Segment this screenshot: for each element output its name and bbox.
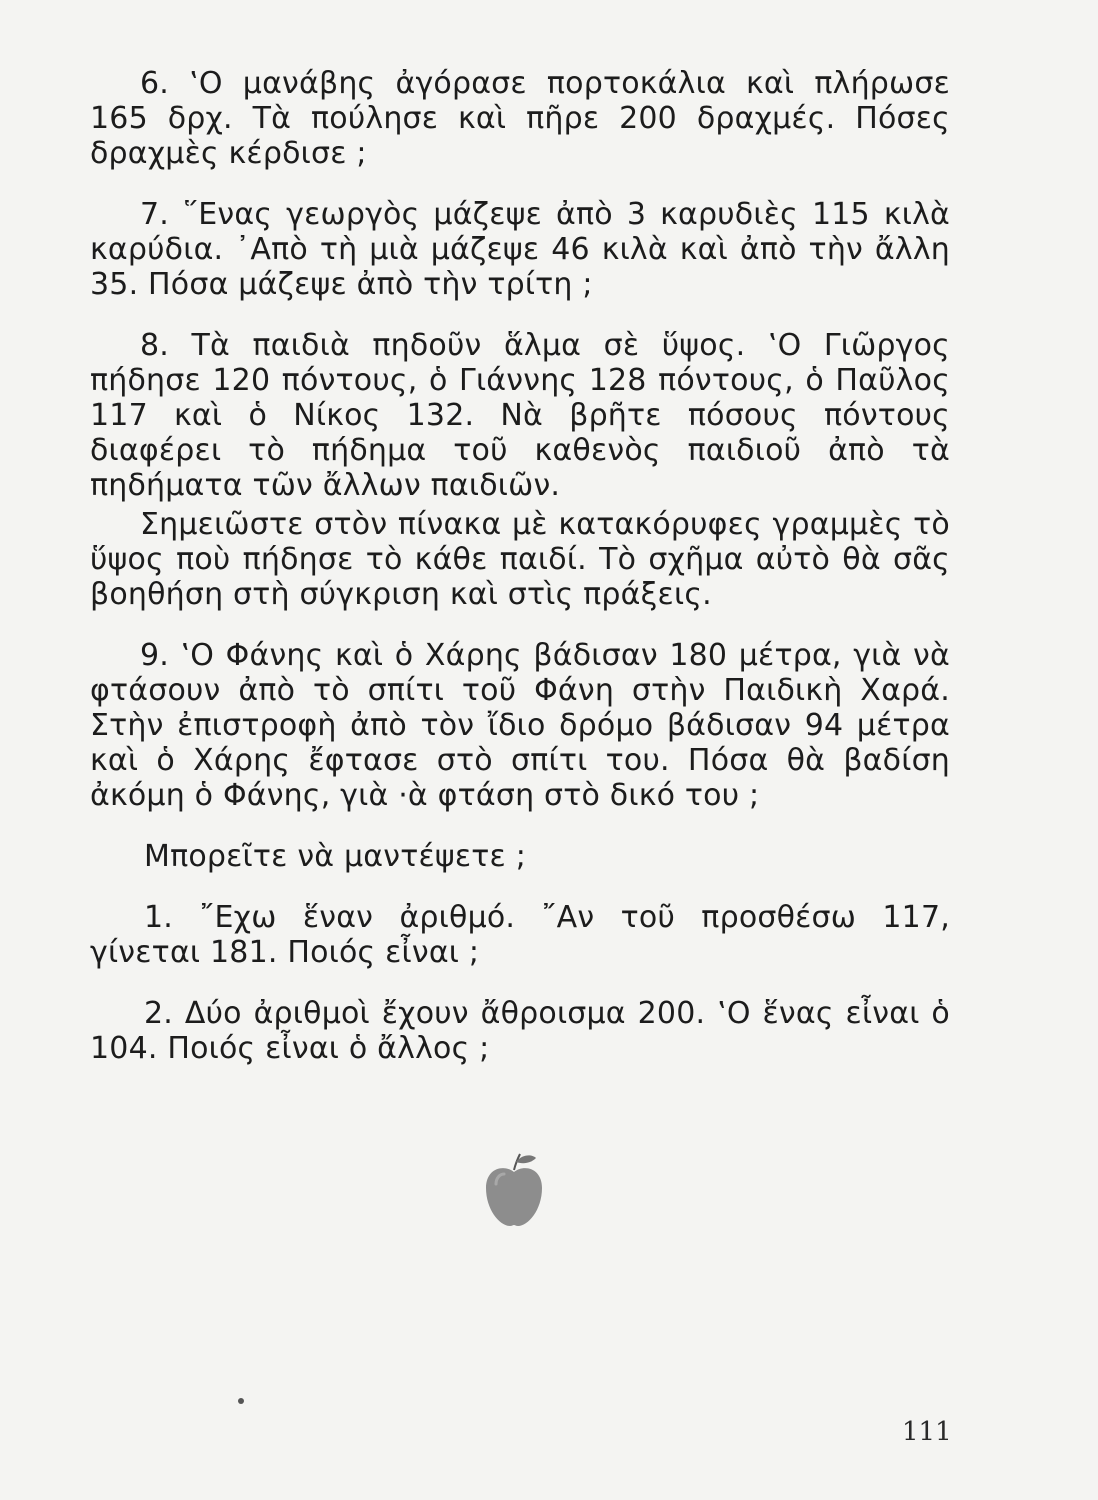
- guess-question-2: 2. Δύο ἀριθμοὶ ἔχουν ἄθροισμα 200. ‛Ο ἕνας εἶναι ὁ 104. Ποιός εἶναι ὁ ἄλλος ;: [90, 996, 950, 1066]
- problem-6: 6. ‛Ο μανάβης ἀγόρασε πορτοκάλια καὶ πλήρωσε 165 δρχ. Τὰ πούλησε καὶ πῆρε 200 δραχμές. Πόσες δραχμὲς κέρδισε ;: [90, 66, 950, 171]
- problem-9: 9. ‛Ο Φάνης καὶ ὁ Χάρης βάδισαν 180 μέτρα, γιὰ νὰ φτάσουν ἀπὸ τὸ σπίτι τοῦ Φάνη στὴν Παιδικὴ Χαρά. Στὴν ἐπιστροφὴ ἀπὸ τὸν ἴδιο δρόμο βάδισαν 94 μέτρα καὶ ὁ Χάρης ἔφτασε στὸ σπίτι του. Πόσα θὰ βαδίση ἀκόμη ὁ Φάνης, γιὰ ·ὰ φτάση στὸ δικό του ;: [90, 638, 950, 813]
- ink-speck: [238, 1398, 244, 1404]
- problem-8: 8. Τὰ παιδιὰ πηδοῦν ἅλμα σὲ ὕψος. ‛Ο Γιῶργος πήδησε 120 πόντους, ὁ Γιάννης 128 πόντους, ὁ Παῦλος 117 καὶ ὁ Νίκος 132. Νὰ βρῆτε πόσους πόντους διαφέρει τὸ πήδημα τοῦ καθενὸς παιδιοῦ ἀπὸ τὰ πηδήματα τῶν ἄλλων παιδιῶν.: [90, 328, 950, 503]
- page-body: [90, 66, 950, 1066]
- guess-heading: Μπορεῖτε νὰ μαντέψετε ;: [144, 839, 527, 874]
- page-number: 111: [902, 1417, 952, 1447]
- guess-question-1: 1. ῎Εχω ἕναν ἀριθμό. ῎Αν τοῦ προσθέσω 117, γίνεται 181. Ποιός εἶναι ;: [90, 900, 950, 970]
- problem-7: 7. ῞Ενας γεωργὸς μάζεψε ἀπὸ 3 καρυδιὲς 115 κιλὰ καρύδια. ᾿Απὸ τὴ μιὰ μάζεψε 46 κιλὰ καὶ ἀπὸ τὴν ἄλλη 35. Πόσα μάζεψε ἀπὸ τὴν τρίτη ;: [90, 197, 950, 302]
- problem-8-note: Σημειῶστε στὸν πίνακα μὲ κατακόρυφες γραμμὲς τὸ ὕψος ποὺ πήδησε τὸ κάθε παιδί. Τὸ σχῆμα αὐτὸ θὰ σᾶς βοηθήση στὴ σύγκριση καὶ στὶς πράξεις.: [90, 507, 950, 612]
- apple-icon: [482, 1150, 546, 1230]
